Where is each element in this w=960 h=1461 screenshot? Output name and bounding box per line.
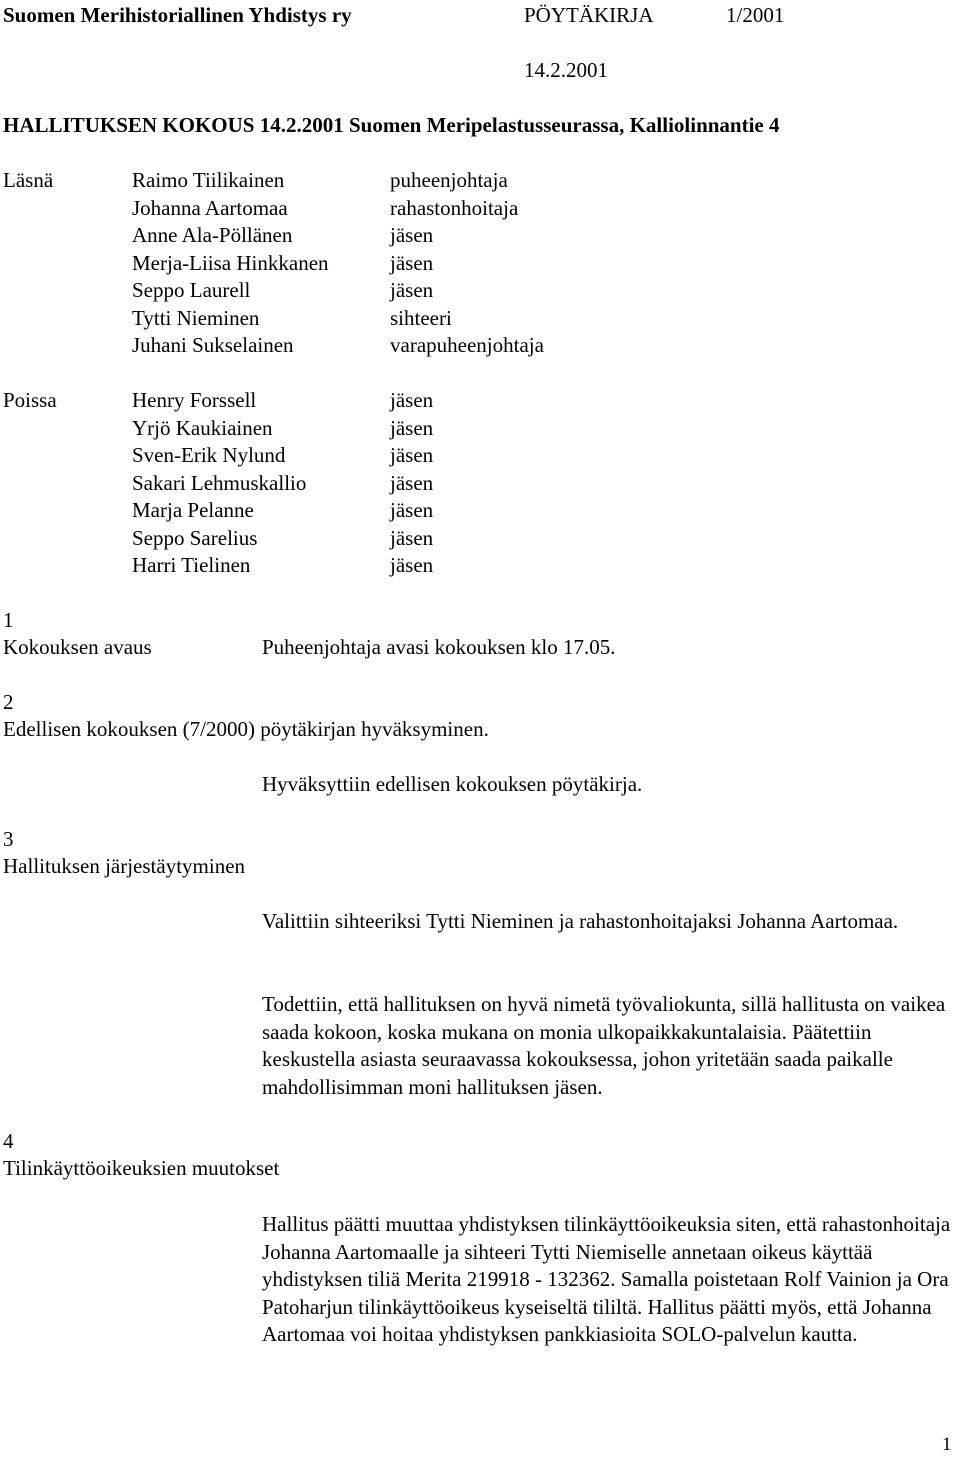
present-member-row	[0, 277, 960, 305]
member-role: jäsen	[390, 415, 434, 440]
member-name: Anne Ala-Pöllänen	[132, 223, 293, 247]
member-role: jäsen	[390, 470, 434, 495]
member-role: sihteeri	[390, 305, 452, 330]
member-role: jäsen	[390, 250, 434, 275]
member-role: jäsen	[390, 278, 434, 302]
member-name: Harri Tielinen	[132, 553, 251, 577]
member-role: jäsen	[390, 223, 434, 247]
absent-member-row	[0, 415, 960, 443]
member-name: Raimo Tiilikainen	[132, 168, 285, 192]
present-member-row	[0, 195, 960, 223]
item-text: Hyväksyttiin edellisen kokouksen pöytäkirja.	[262, 772, 643, 796]
member-role: puheenjohtaja	[390, 168, 508, 192]
item-number: 3	[3, 827, 14, 851]
present-member-row	[0, 222, 960, 250]
member-name: Juhani Sukselainen	[132, 333, 294, 357]
page-number: 1	[942, 1434, 952, 1455]
present-label: Läsnä	[3, 168, 54, 192]
member-name: Henry Forssell	[132, 388, 257, 412]
absent-member-row	[0, 387, 960, 415]
absent-member-row	[0, 552, 960, 580]
member-name: Sakari Lehmuskallio	[132, 470, 307, 495]
member-name: Seppo Laurell	[132, 278, 251, 302]
document-type: PÖYTÄKIRJA	[524, 3, 654, 27]
item-text: Puheenjohtaja avasi kokouksen klo 17.05.	[262, 635, 616, 659]
member-name: Johanna Aartomaa	[132, 195, 288, 220]
member-name: Merja-Liisa Hinkkanen	[132, 250, 329, 275]
document-number: 1/2001	[726, 3, 785, 27]
present-member-row	[0, 332, 960, 360]
item-text: Hallitus päätti muuttaa yhdistyksen tilinkäyttöoikeuksia siten, että rahastonhoitaja Johanna Aartomaalle ja sihteeri Tytti Niemiselle annetaan oikeus käyttää yhdistyksen tiliä Merita 219918 - 132362. Samalla poistetaan Rolf Vainion ja Ora Patoharjun tilinkäyttöoikeus kyseiseltä tililtä. Hallitus päätti myös, että Johanna Aartomaa voi hoitaa yhdistyksen pankkiasioita SOLO-palvelun kautta.	[262, 1212, 951, 1346]
item-title: Edellisen kokouksen (7/2000) pöytäkirjan hyväksyminen.	[3, 717, 489, 741]
member-role: varapuheenjohtaja	[390, 333, 544, 357]
member-role: jäsen	[390, 388, 434, 412]
meeting-title: HALLITUKSEN KOKOUS 14.2.2001 Suomen Meripelastusseurassa, Kalliolinnantie 4	[3, 113, 780, 137]
member-role: jäsen	[390, 525, 434, 550]
member-name: Yrjö Kaukiainen	[132, 415, 273, 440]
absent-member-row	[0, 470, 960, 498]
member-role: rahastonhoitaja	[390, 195, 519, 220]
organization-name: Suomen Merihistoriallinen Yhdistys ry	[3, 3, 352, 27]
item-number: 4	[3, 1129, 14, 1153]
present-member-row	[0, 250, 960, 278]
document-date: 14.2.2001	[524, 58, 608, 82]
member-name: Marja Pelanne	[132, 498, 254, 522]
item-title: Hallituksen järjestäytyminen	[3, 854, 246, 878]
member-role: jäsen	[390, 553, 434, 577]
item-number: 2	[3, 690, 14, 714]
member-role: jäsen	[390, 443, 434, 467]
item-title: Tilinkäyttöoikeuksien muutokset	[3, 1156, 280, 1180]
member-role: jäsen	[390, 498, 434, 522]
absent-member-row	[0, 442, 960, 470]
item-text: Todettiin, että hallituksen on hyvä nimetä työvaliokunta, sillä hallitusta on vaikea saada kokoon, koska mukana on monia ulkopaikkakuntalaisia. Päätettiin keskustella asiasta seuraavassa kokouksessa, johon yritetään saada paikalle mahdollisimman moni hallituksen jäsen.	[262, 992, 946, 1099]
item-text: Valittiin sihteeriksi Tytti Nieminen ja rahastonhoitajaksi Johanna Aartomaa.	[262, 909, 899, 933]
item-number: 1	[3, 608, 14, 632]
member-name: Sven-Erik Nylund	[132, 443, 286, 467]
member-name: Tytti Nieminen	[132, 305, 260, 330]
absent-label: Poissa	[3, 388, 57, 412]
item-title: Kokouksen avaus	[3, 635, 152, 659]
present-member-row	[0, 305, 960, 333]
present-member-row	[0, 167, 960, 195]
absent-member-row	[0, 525, 960, 553]
member-name: Seppo Sarelius	[132, 525, 258, 550]
absent-member-row	[0, 497, 960, 525]
